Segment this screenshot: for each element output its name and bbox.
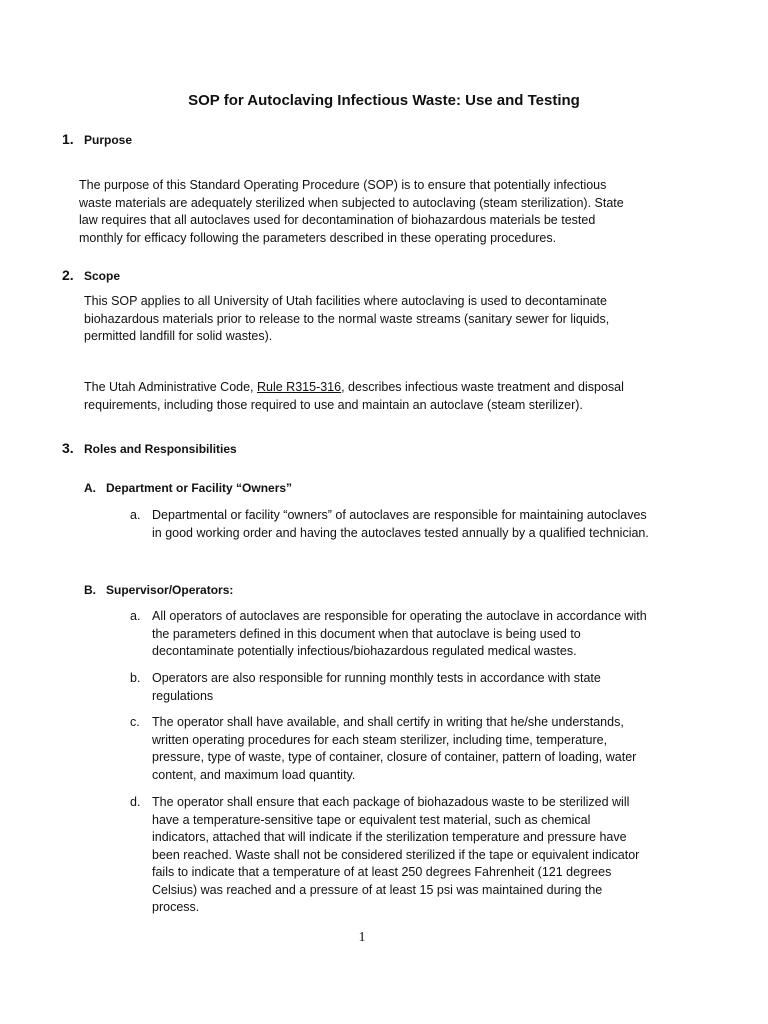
list-item (130, 608, 650, 661)
list-marker: c. (130, 715, 140, 729)
section-title: Roles and Responsibilities (84, 442, 237, 456)
section-title: Purpose (84, 133, 133, 147)
subsection-owners-heading (84, 481, 292, 495)
list-item (130, 507, 650, 542)
section-scope-heading (62, 267, 120, 283)
section-title: Scope (84, 269, 121, 283)
rule-r315-316-link[interactable]: Rule R315-316 (257, 380, 342, 394)
document-title: SOP for Autoclaving Infectious Waste: Use and Testing (188, 92, 580, 109)
list-item (130, 670, 650, 705)
list-marker: a. (130, 609, 141, 623)
utah-code-text-before: The Utah Administrative Code, (84, 380, 257, 394)
list-item-text: Operators are also responsible for running monthly tests in accordance with state regulations (152, 671, 601, 703)
utah-code-text-after: , describes infectious waste treatment and disposal requirements, including those required to use and maintain an autoclave (steam sterilizer). (84, 380, 624, 412)
section-number: 3. (62, 440, 74, 456)
list-item (130, 714, 650, 784)
subsection-title: Supervisor/Operators: (106, 583, 234, 597)
subsection-title: Department or Facility “Owners” (106, 481, 293, 495)
list-item-text: All operators of autoclaves are responsible for operating the autoclave in accordance with the parameters defined in this document when that autoclave is being used to decontaminate potentially infectious/biohazardous regulated medical wastes. (152, 609, 647, 658)
list-marker: a. (130, 508, 141, 522)
list-item-text: The operator shall have available, and shall certify in writing that he/she understands, written operating procedures for each steam sterilizer, including time, temperature, pressure, type of waste, type of container, closure of container, pattern of loading, water content, and maximum load quantity. (152, 715, 637, 782)
utah-code-paragraph (84, 379, 640, 414)
subsection-letter: A. (84, 481, 96, 495)
scope-paragraph: This SOP applies to all University of Utah facilities where autoclaving is used to decontaminate biohazardous materials prior to release to the normal waste streams (sanitary sewer for liquids, permitted landfill for solid wastes). (84, 294, 610, 343)
list-marker: d. (130, 795, 141, 809)
subsection-letter: B. (84, 583, 96, 597)
subsection-operators-heading (84, 583, 233, 597)
list-marker: b. (130, 671, 141, 685)
section-roles-heading (62, 440, 237, 456)
list-item-text: The operator shall ensure that each package of biohazadous waste to be sterilized will have a temperature-sensitive tape or equivalent test material, such as chemical indicators, attached that will indicate if the sterilization temperature and pressure have been reached. Waste shall not be considered sterilized if the tape or equivalent indicator fails to indicate that a temperature of at least 250 degrees Fahrenheit (121 degrees Celsius) was reached and a pressure of at least 15 psi was maintained during the process. (152, 795, 640, 914)
section-number: 1. (62, 131, 74, 147)
list-item (130, 794, 650, 917)
purpose-paragraph: The purpose of this Standard Operating Procedure (SOP) is to ensure that potentially infectious waste materials are adequately sterilized when subjected to autoclaving (steam sterilization). State law requires that all autoclaves used for decontamination of biohazardous materials be tested monthly for efficacy following the parameters described in these operating procedures. (79, 178, 624, 245)
section-purpose-heading (62, 131, 132, 147)
list-item-text: Departmental or facility “owners” of autoclaves are responsible for maintaining autoclaves in good working order and having the autoclaves tested annually by a qualified technician. (152, 508, 649, 540)
section-number: 2. (62, 267, 74, 283)
page-number: 1 (358, 930, 366, 945)
